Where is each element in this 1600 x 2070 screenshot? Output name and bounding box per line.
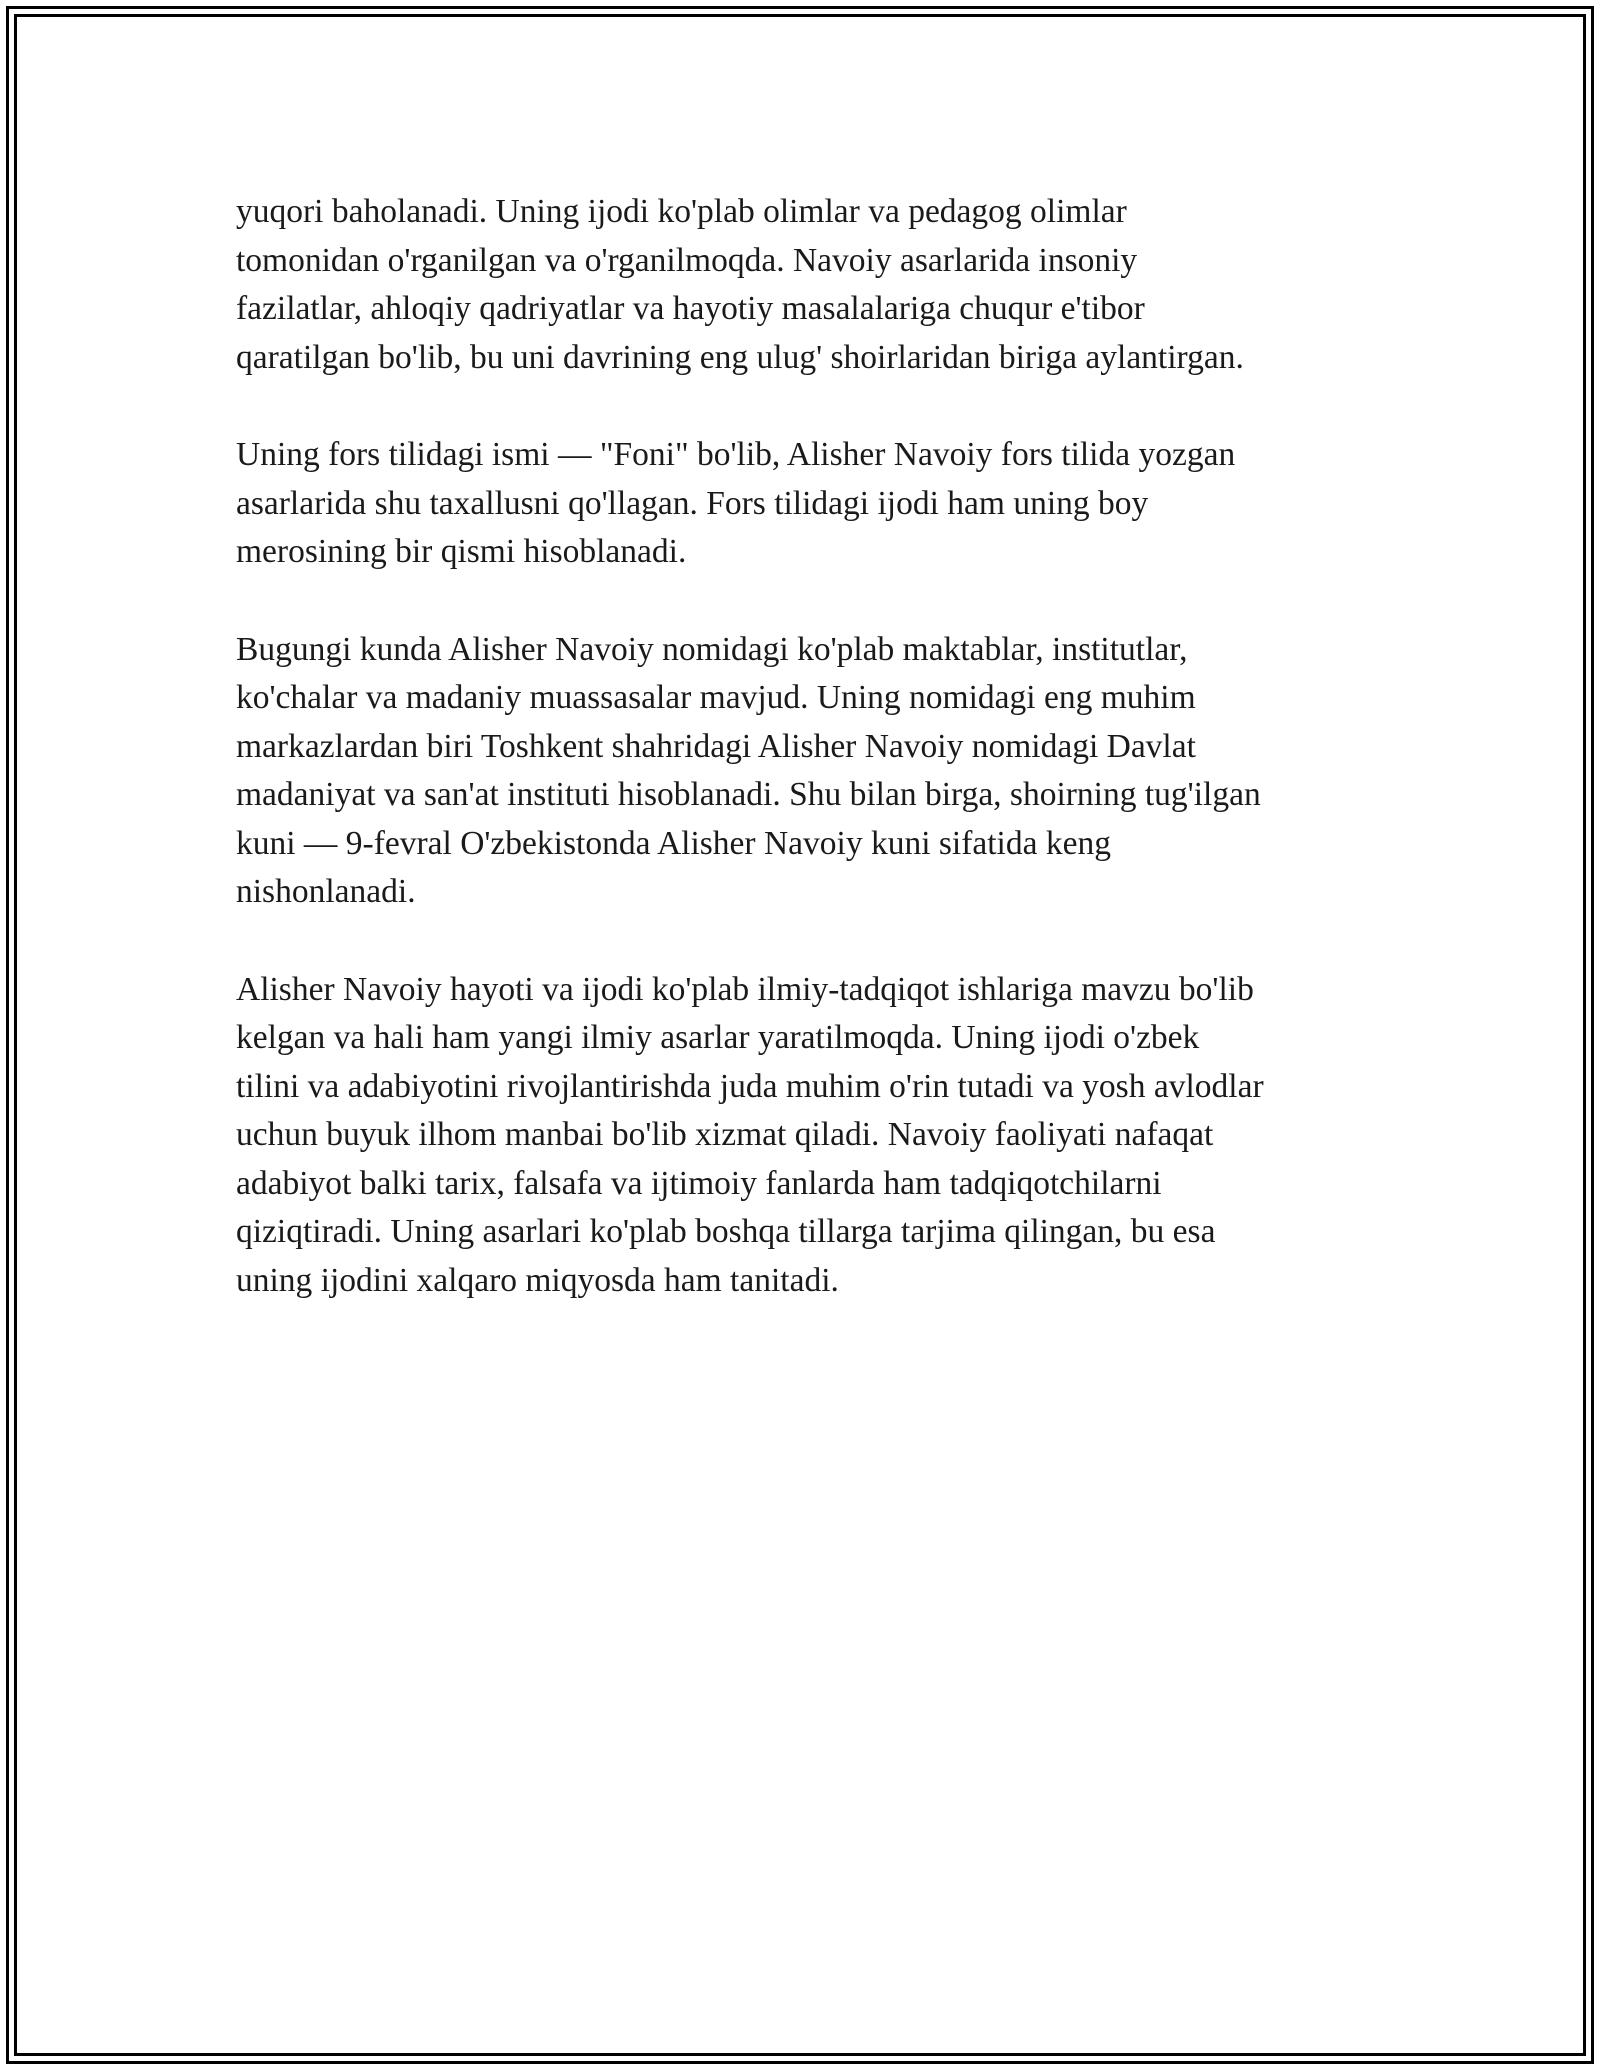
paragraph-3 [236,626,1386,917]
text-line: tomonidan o'rganilgan va o'rganilmoqda. Navoiy asarlarida insoniy [236,241,1138,279]
text-line: tilini va adabiyotini rivojlantirishda juda muhim o'rin tutadi va yosh avlodlar [236,1067,1264,1105]
text-line: yuqori baholanadi. Uning ijodi ko'plab olimlar va pedagog olimlar [236,193,1127,230]
text-line: ko'chalar va madaniy muassasalar mavjud. Uning nomidagi eng muhim [236,679,1196,716]
paragraph-4 [236,966,1386,1306]
text-line: Bugungi kunda Alisher Navoiy nomidagi ko'plab maktablar, institutlar, [236,630,1188,668]
text-line: Uning fors tilidagi ismi — "Foni" bo'lib, Alisher Navoiy fors tilida yozgan [236,436,1236,473]
text-line: markazlardan biri Toshkent shahridagi Alisher Navoiy nomidagi Davlat [236,727,1196,765]
text-line: uchun buyuk ilhom manbai bo'lib xizmat qiladi. Navoiy faoliyati nafaqat [236,1116,1214,1153]
document-body [236,188,1386,1354]
text-line: merosining bir qismi hisoblanadi. [236,533,687,570]
text-line: Alisher Navoiy hayoti va ijodi ko'plab ilmiy-tadqiqot ishlariga mavzu bo'lib [236,970,1254,1008]
text-line: kelgan va hali ham yangi ilmiy asarlar yaratilmoqda. Uning ijodi o'zbek [236,1019,1200,1056]
paragraph-2 [236,431,1386,577]
text-line: kuni — 9-fevral O'zbekistonda Alisher Navoiy kuni sifatida keng [236,824,1111,862]
paragraph-1 [236,188,1386,382]
text-line: nishonlanadi. [236,873,416,910]
text-line: qaratilgan bo'lib, bu uni davrining eng ulug' shoirlaridan biriga aylantirgan. [236,338,1244,376]
text-line: uning ijodini xalqaro miqyosda ham tanitadi. [236,1261,839,1299]
text-line: qiziqtiradi. Uning asarlari ko'plab boshqa tillarga tarjima qilingan, bu esa [236,1213,1216,1250]
text-line: asarlarida shu taxallusni qo'llagan. Fors tilidagi ijodi ham uning boy [236,484,1149,522]
text-line: adabiyot balki tarix, falsafa va ijtimoiy fanlarda ham tadqiqotchilarni [236,1164,1162,1202]
text-line: madaniyat va san'at instituti hisoblanadi. Shu bilan birga, shoirning tug'ilgan [236,776,1261,813]
text-line: fazilatlar, ahloqiy qadriyatlar va hayotiy masalalariga chuqur e'tibor [236,290,1145,327]
